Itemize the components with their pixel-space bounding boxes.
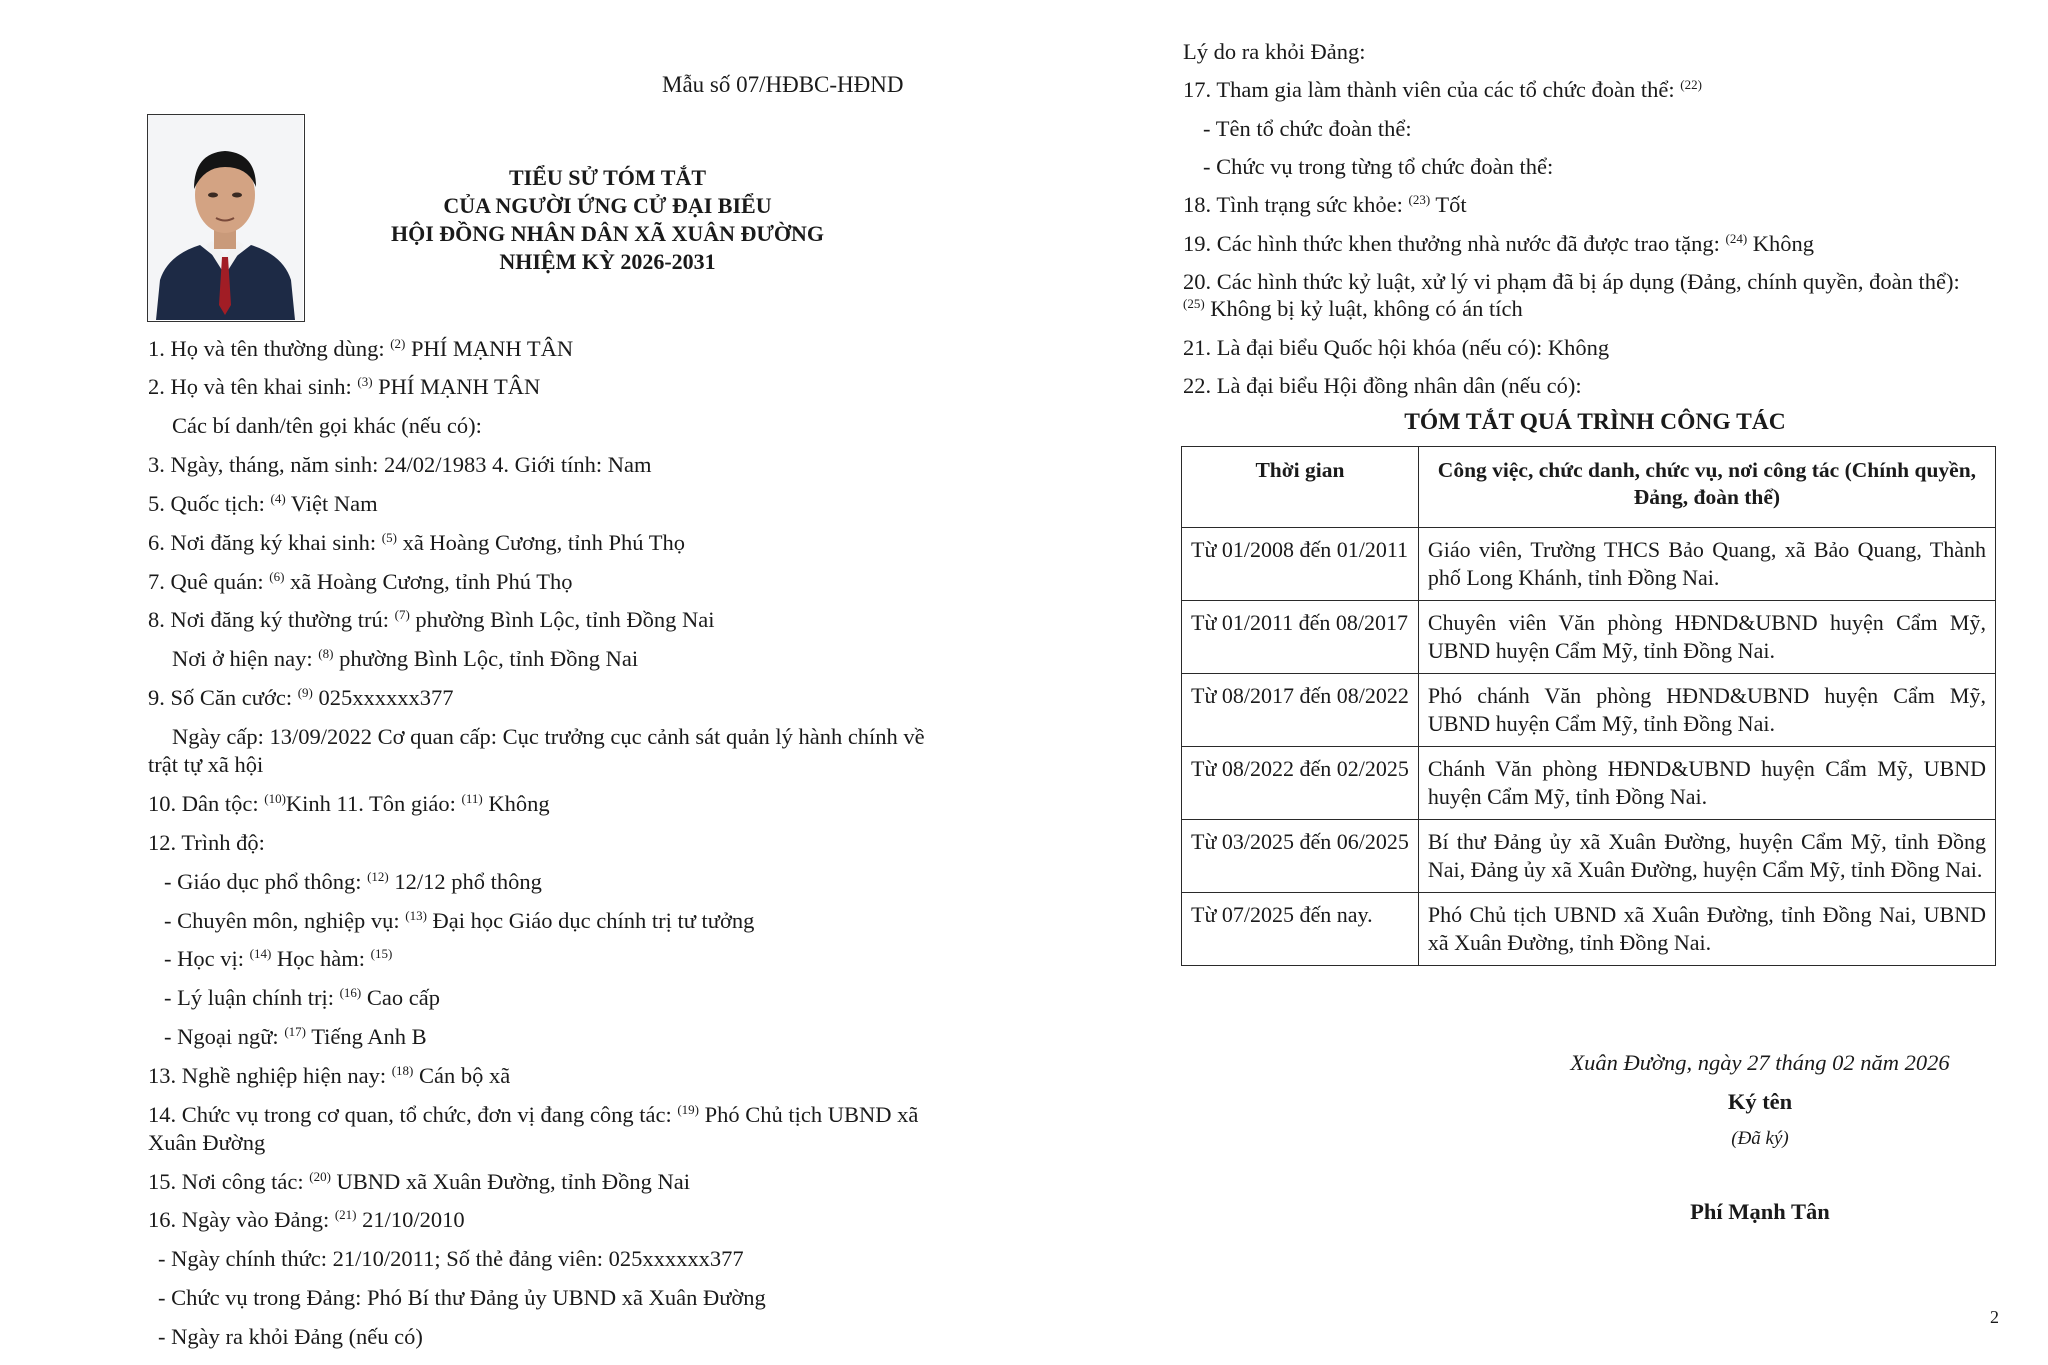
row-description: Phó chánh Văn phòng HĐND&UBND huyện Cẩm Mỹ, UBND huyện Cẩm Mỹ, tỉnh Đồng Nai.: [1418, 674, 1995, 747]
organization-position-line: - Chức vụ trong từng tổ chức đoàn thể:: [1203, 154, 1554, 179]
discipline-line-2: $^{(25)}$ Không bị kỷ luật, không có án tích: [1183, 296, 1523, 321]
common-name-line: 1. Họ và tên thường dùng: $^{(2)}$ PHÍ MẠNH TÂN: [148, 336, 574, 361]
sign-label: Ký tên: [1727, 1089, 1793, 1114]
qualification-heading: 12. Trình độ:: [148, 830, 265, 855]
document-title: [340, 164, 875, 276]
table-header-row: [1182, 447, 1996, 528]
national-assembly-line: 21. Là đại biểu Quốc hội khóa (nếu có): Không: [1183, 335, 1610, 360]
ethnicity-religion-line: 10. Dân tộc: $^{(10)}$Kinh 11. Tôn giáo: $^{(11)}$ Không: [148, 791, 550, 816]
row-description: Bí thư Đảng ủy xã Xuân Đường, huyện Cẩm Mỹ, tỉnh Đồng Nai, Đảng ủy xã Xuân Đường, huyện Cẩm Mỹ, tỉnh Đồng Nai.: [1418, 820, 1995, 893]
portrait-photo: [147, 114, 305, 322]
row-time: Từ 08/2022 đến 02/2025: [1182, 747, 1419, 820]
issued-line-1: Ngày cấp: 13/09/2022 Cơ quan cấp: Cục trưởng cục cảnh sát quản lý hành chính về: [172, 724, 925, 749]
birthdate-gender-line: 3. Ngày, tháng, năm sinh: 24/02/1983 4. Giới tính: Nam: [148, 452, 652, 477]
title-line-1: TIỂU SỬ TÓM TẮT: [508, 165, 707, 190]
discipline-line-1: 20. Các hình thức kỷ luật, xử lý vi phạm đã bị áp dụng (Đảng, chính quyền, đoàn thể):: [1183, 269, 1960, 294]
row-time: Từ 08/2017 đến 08/2022: [1182, 674, 1419, 747]
id-number-line: 9. Số Căn cước: $^{(9)}$ 025xxxxxx377: [148, 685, 454, 710]
row-description: Chánh Văn phòng HĐND&UBND huyện Cẩm Mỹ, UBND huyện Cẩm Mỹ, tỉnh Đồng Nai.: [1418, 747, 1995, 820]
party-join-line: 16. Ngày vào Đảng: $^{(21)}$ 21/10/2010: [148, 1207, 465, 1232]
major-line: - Chuyên môn, nghiệp vụ: $^{(13)}$ Đại học Giáo dục chính trị tư tưởng: [164, 908, 755, 933]
party-leave-line: - Ngày ra khỏi Đảng (nếu có): [158, 1324, 423, 1349]
table-row: [1182, 820, 1996, 893]
party-position-line: - Chức vụ trong Đảng: Phó Bí thư Đảng ủy UBND xã Xuân Đường: [158, 1285, 766, 1310]
current-address-line: Nơi ở hiện nay: $^{(8)}$ phường Bình Lộc, tỉnh Đồng Nai: [172, 646, 639, 671]
title-line-4: NHIỆM KỲ 2026-2031: [499, 249, 716, 274]
residence-line: 8. Nơi đăng ký thường trú: $^{(7)}$ phường Bình Lộc, tỉnh Đồng Nai: [148, 607, 715, 632]
organization-line: 17. Tham gia làm thành viên của các tổ chức đoàn thể: $^{(22)}$: [1183, 77, 1702, 102]
health-line: 18. Tình trạng sức khỏe: $^{(23)}$ Tốt: [1183, 192, 1467, 217]
work-history-title: TÓM TẮT QUÁ TRÌNH CÔNG TÁC: [1404, 409, 1786, 435]
table-row: [1182, 528, 1996, 601]
issued-line-2: trật tự xã hội: [148, 752, 264, 777]
table-row: [1182, 601, 1996, 674]
form-code: Mẫu số 07/HĐBC-HĐND: [662, 72, 904, 97]
occupation-line: 13. Nghề nghiệp hiện nay: $^{(18)}$ Cán bộ xã: [148, 1063, 511, 1088]
row-time: Từ 01/2011 đến 08/2017: [1182, 601, 1419, 674]
leave-reason-line: Lý do ra khỏi Đảng:: [1183, 39, 1366, 64]
foreign-language-line: - Ngoại ngữ: $^{(17)}$ Tiếng Anh B: [164, 1024, 427, 1049]
row-description: Chuyên viên Văn phòng HĐND&UBND huyện Cẩm Mỹ, UBND huyện Cẩm Mỹ, tỉnh Đồng Nai.: [1418, 601, 1995, 674]
table-row: [1182, 893, 1996, 966]
place-date: Xuân Đường, ngày 27 tháng 02 năm 2026: [1570, 1050, 1950, 1075]
general-education-line: - Giáo dục phổ thông: $^{(12)}$ 12/12 phổ thông: [164, 869, 542, 894]
organization-name-line: - Tên tổ chức đoàn thể:: [1203, 116, 1412, 141]
signed-note: (Đã ký): [1731, 1128, 1789, 1149]
birthplace-line: 6. Nơi đăng ký khai sinh: $^{(5)}$ xã Hoàng Cương, tỉnh Phú Thọ: [148, 530, 685, 555]
hometown-line: 7. Quê quán: $^{(6)}$ xã Hoàng Cương, tỉnh Phú Thọ: [148, 569, 573, 594]
row-description: Giáo viên, Trường THCS Bảo Quang, xã Bảo Quang, Thành phố Long Khánh, tỉnh Đồng Nai.: [1418, 528, 1995, 601]
alias-line: Các bí danh/tên gọi khác (nếu có):: [172, 413, 482, 438]
page-number: 2: [1990, 1307, 1999, 1327]
degree-title-line: - Học vị: $^{(14)}$ Học hàm: $^{(15)}$: [164, 946, 393, 971]
signer-name: Phí Mạnh Tân: [1690, 1199, 1830, 1224]
workplace-line: 15. Nơi công tác: $^{(20)}$ UBND xã Xuân Đường, tỉnh Đồng Nai: [148, 1169, 690, 1194]
position-line-2: Xuân Đường: [148, 1130, 266, 1155]
row-time: Từ 03/2025 đến 06/2025: [1182, 820, 1419, 893]
work-history-table: [1181, 446, 1996, 966]
row-time: Từ 01/2008 đến 01/2011: [1182, 528, 1419, 601]
party-official-line: - Ngày chính thức: 21/10/2011; Số thẻ đảng viên: 025xxxxxx377: [158, 1246, 744, 1271]
row-description: Phó Chủ tịch UBND xã Xuân Đường, tỉnh Đồng Nai, UBND xã Xuân Đường, tỉnh Đồng Nai.: [1418, 893, 1995, 966]
table-row: [1182, 747, 1996, 820]
political-theory-line: - Lý luận chính trị: $^{(16)}$ Cao cấp: [164, 985, 440, 1010]
peoples-council-line: 22. Là đại biểu Hội đồng nhân dân (nếu có):: [1183, 373, 1582, 398]
row-time: Từ 07/2025 đến nay.: [1182, 893, 1419, 966]
header-description: Công việc, chức danh, chức vụ, nơi công tác (Chính quyền, Đảng, đoàn thể): [1418, 447, 1995, 528]
title-line-2: CỦA NGƯỜI ỨNG CỬ ĐẠI BIỂU: [443, 193, 772, 218]
position-line-1: 14. Chức vụ trong cơ quan, tổ chức, đơn vị đang công tác: $^{(19)}$ Phó Chủ tịch UBND xã: [148, 1102, 919, 1127]
birth-name-line: 2. Họ và tên khai sinh: $^{(3)}$ PHÍ MẠNH TÂN: [148, 374, 541, 399]
table-row: [1182, 674, 1996, 747]
title-line-3: HỘI ĐỒNG NHÂN DÂN XÃ XUÂN ĐƯỜNG: [390, 221, 825, 246]
awards-line: 19. Các hình thức khen thưởng nhà nước đã được trao tặng: $^{(24)}$ Không: [1183, 231, 1815, 256]
nationality-line: 5. Quốc tịch: $^{(4)}$ Việt Nam: [148, 491, 378, 516]
header-time: Thời gian: [1182, 447, 1419, 528]
